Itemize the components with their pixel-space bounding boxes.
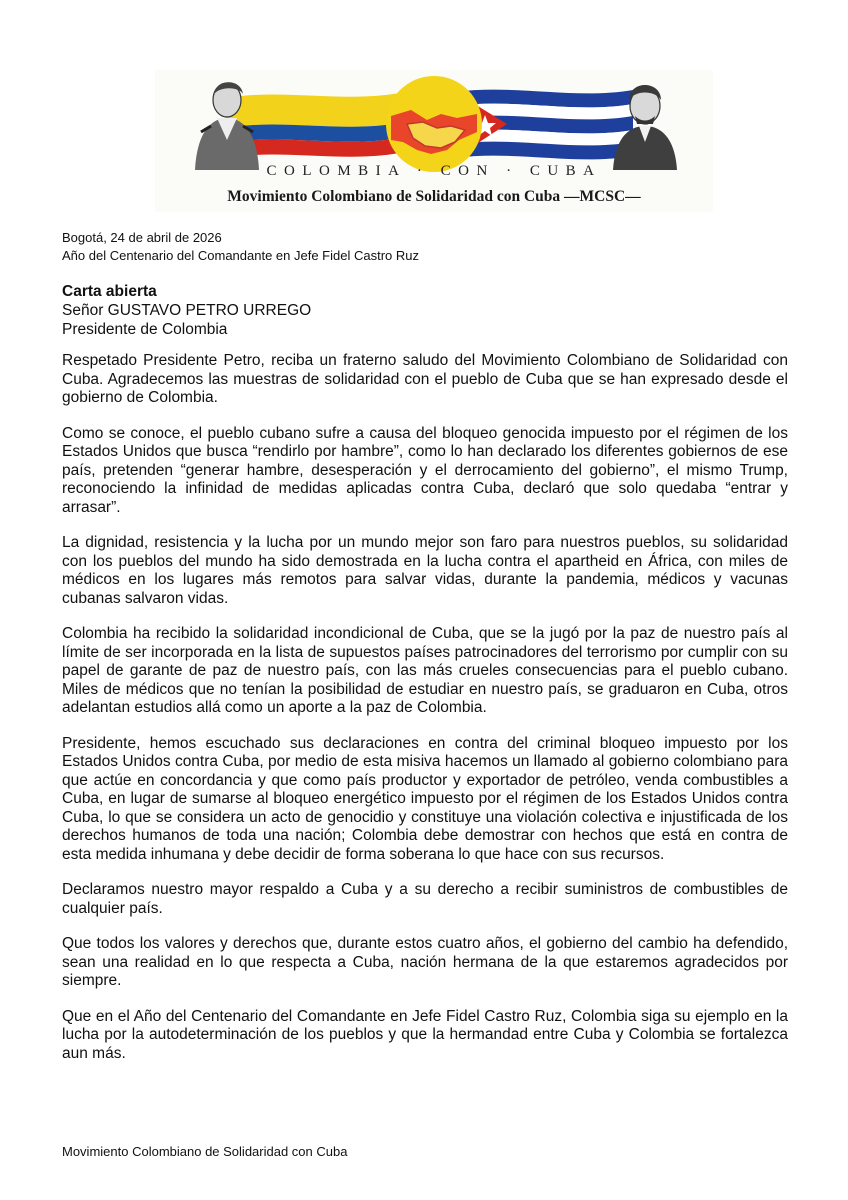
body-paragraph: Que todos los valores y derechos que, durante estos cuatro años, el gobierno del cambio ha defendido, sean una realidad en lo que respecta a Cuba, nación hermana de la que estaremos agradecidos por siempre. [62,935,788,989]
addressee-name: Señor GUSTAVO PETRO URREGO [62,302,312,319]
letterhead [155,70,713,212]
letterhead-organization: Movimiento Colombiano de Solidaridad con Cuba —MCSC— [227,188,641,205]
letter-body [62,352,788,1080]
addressee-position: Presidente de Colombia [62,321,228,338]
body-paragraph: Que en el Año del Centenario del Comandante en Jefe Fidel Castro Ruz, Colombia siga su ejemplo en la lucha por la autodeterminación de los pueblos y que la hermandad entre Cuba y Colombia se fortalezca aun más. [62,1007,788,1062]
letterhead-motto: COLOMBIA · CON · CUBA [266,163,602,179]
body-paragraph: Declaramos nuestro mayor respaldo a Cuba y a su derecho a recibir suministros de combustibles de cualquier país. [62,881,788,917]
body-paragraph: La dignidad, resistencia y la lucha por un mundo mejor son faro para nuestros pueblos, su solidaridad con los pueblos del mundo ha sido demostrada en la lucha contra el apartheid en África, con miles de médicos en los lugares más remotos para salvar vidas, durante la pandemia, médicos y vacunas cubanas salvaron vidas. [62,534,788,607]
body-paragraph: Presidente, hemos escuchado sus declaraciones en contra del criminal bloqueo impuesto por los Estados Unidos contra Cuba, por medio de esta misiva hacemos un llamado al gobierno colombiano para que actúe en concordancia y que como país productor y exportador de petróleo, venda combustibles a Cuba, en lugar de sumarse al bloqueo energético impuesto por el régimen de los Estados Unidos contra Cuba, lo que se considera un acto de genocidio y constituye una violación colectiva e injustificada de los derechos humanos de toda una nación; Colombia debe demostrar con hechos que está en contra de esta medida inhumana y debe decidir de forma soberana lo que hace con sus recursos. [62,734,788,863]
body-paragraph: Colombia ha recibido la solidaridad incondicional de Cuba, que se la jugó por la paz de nuestro país al límite de ser incorporada en la lista de supuestos países patrocinadores del terrorismo por cumplir con su papel de garante de paz de nuestro país, con las más crueles consecuencias para el pueblo cubano. Miles de médicos que no tenían la posibilidad de estudiar en nuestro país, se graduaron en Cuba, otros adelantan estudios allá como un aporte a la paz de Colombia. [62,625,788,716]
body-paragraph: Como se conoce, el pueblo cubano sufre a causa del bloqueo genocida impuesto por el régimen de los Estados Unidos que busca “rendirlo por hambre”, como lo han declarado los diferentes gobiernos de ese país, pretenden “generar hambre, desesperación y el derrocamiento del gobierno”, el mismo Trump, reconociendo la infinidad de medidas aplicadas contra Cuba, declaró que solo quedaba “entrar y arrasar”. [62,424,788,516]
addressee-block [62,282,311,339]
handshake-emblem [386,76,482,172]
year-motto: Año del Centenario del Comandante en Jefe Fidel Castro Ruz [62,248,419,263]
signature: Movimiento Colombiano de Solidaridad con Cuba [62,1144,348,1159]
letter-meta [62,229,419,265]
body-paragraph: Respetado Presidente Petro, reciba un fraterno saludo del Movimiento Colombiano de Solidaridad con Cuba. Agradecemos las muestras de solidaridad con el pueblo de Cuba que se han expresado desde el gobierno de Colombia. [62,352,788,406]
letter-title: Carta abierta [62,283,157,300]
letter-date: Bogotá, 24 de abril de 2026 [62,230,222,245]
